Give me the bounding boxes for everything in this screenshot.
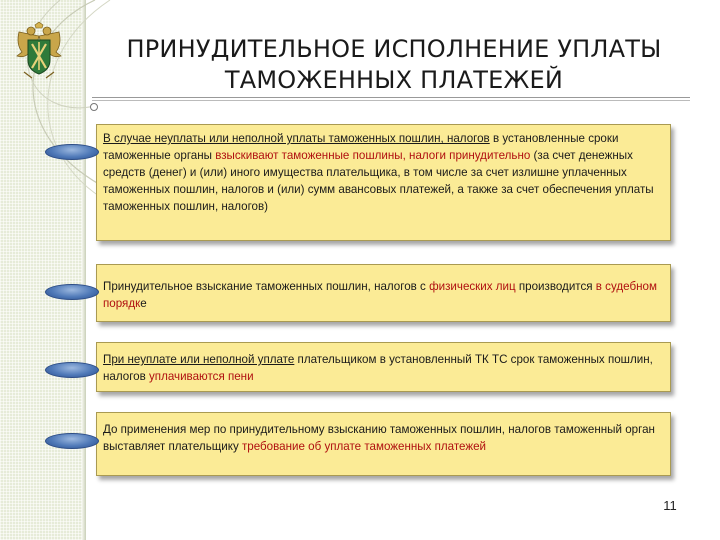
blue-ellipse-bullet-icon <box>45 362 99 378</box>
box1-text: в установленные сроки таможенные органы <box>103 132 619 162</box>
info-box-2 <box>96 264 671 322</box>
title-divider-thin <box>92 100 690 101</box>
box2-text-end: е <box>140 297 147 310</box>
blue-ellipse-bullet-icon <box>45 433 99 449</box>
page-number: 11 <box>663 498 677 513</box>
box3-paragraph <box>103 348 662 385</box>
page-title <box>96 34 692 96</box>
box4-text: До применения мер по принудительному взысканию таможенных пошлин, налогов таможенный орган выставляет плательщику <box>103 423 655 453</box>
title-line-2: ТАМОЖЕННЫХ ПЛАТЕЖЕЙ <box>224 66 564 94</box>
box1-highlight: взыскивают таможенные пошлины, налоги принудительно <box>215 149 531 162</box>
title-divider <box>92 97 690 98</box>
box2-text: Принудительное взыскание таможенных пошлин, налогов с <box>103 280 430 293</box>
info-box-1 <box>96 124 671 241</box>
box4-highlight: требование об уплате таможенных платежей <box>241 440 487 453</box>
box4-paragraph <box>103 418 662 455</box>
box3-text-underlined: При неуплате или неполной уплате <box>103 353 295 366</box>
info-box-3 <box>96 342 671 392</box>
blue-ellipse-bullet-icon <box>45 144 99 160</box>
info-box-4 <box>96 412 671 476</box>
box2-text-mid: производится <box>515 280 596 293</box>
box1-text-underlined: В случае неуплаты или неполной уплаты таможенных пошлин, налогов <box>103 132 490 145</box>
box3-text: плательщиком в установленный ТК ТС срок таможенных пошлин, налогов <box>103 353 653 383</box>
box2-paragraph <box>103 270 662 312</box>
box3-highlight: уплачиваются пени <box>149 370 254 383</box>
box1-text-rest: (за счет денежных средств (денег) и (или) иного имущества плательщика, в том числе за счет излишне уплаченных таможенных пошлин, налогов и (или) сумм авансовых платежей, а также за счет обеспечения уплаты таможенных пошлин, налогов) <box>103 149 654 213</box>
customs-coat-of-arms-icon <box>14 22 64 82</box>
divider-dot <box>90 103 98 111</box>
blue-ellipse-bullet-icon <box>45 284 99 300</box>
title-line-1: ПРИНУДИТЕЛЬНОЕ ИСПОЛНЕНИЕ УПЛАТЫ <box>126 35 662 63</box>
box2-highlight-individuals: физических лиц <box>429 280 516 293</box>
box2-highlight-court: в судебном порядк <box>103 280 657 310</box>
